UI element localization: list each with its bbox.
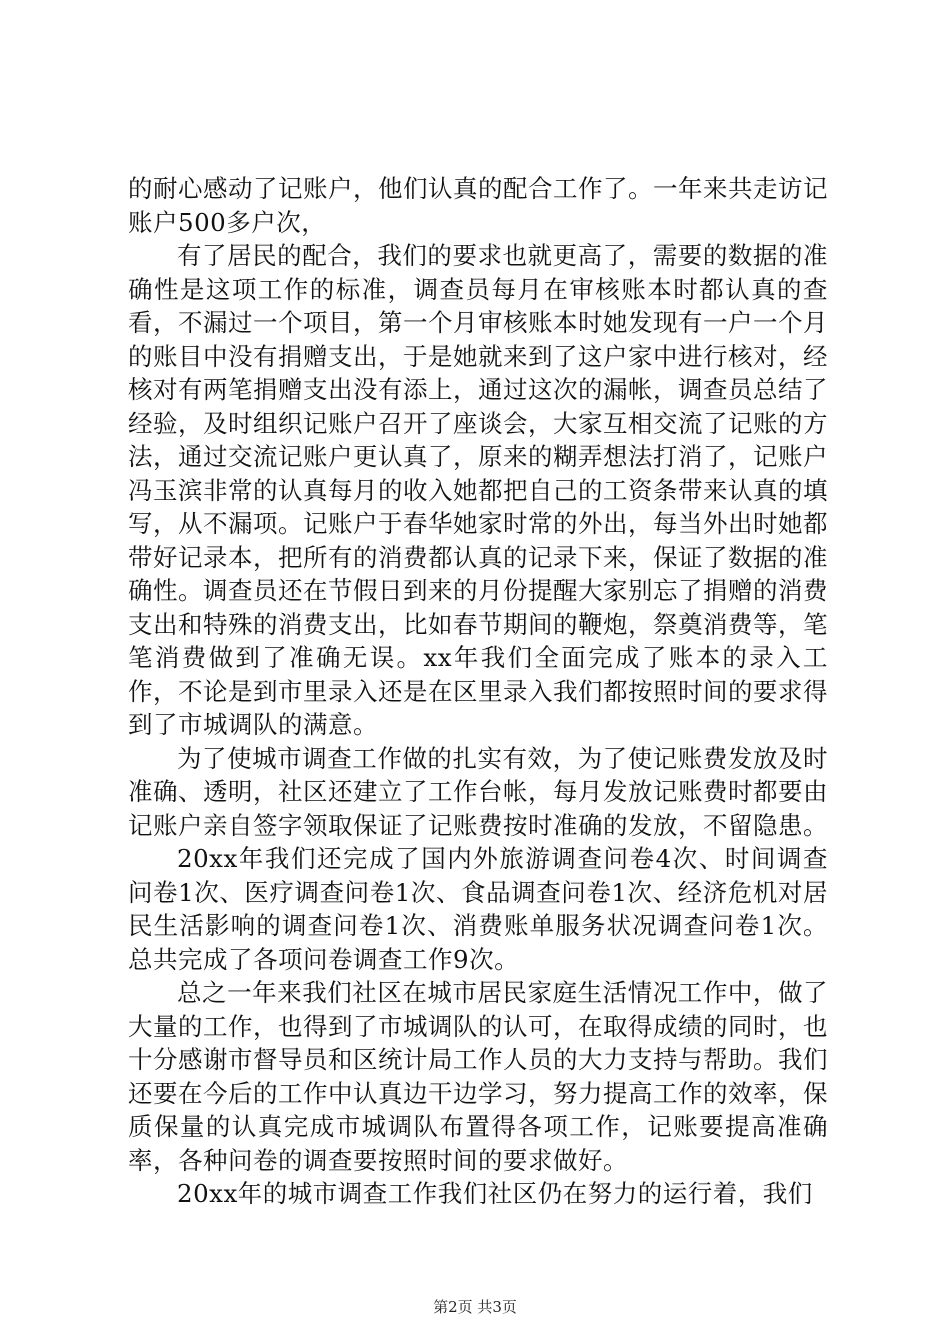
paragraph-4: 20xx年我们还完成了国内外旅游调查问卷4次、时间调查问卷1次、医疗调查问卷1次、食品调查问卷1次、经济危机对居民生活影响的调查问卷1次、消费账单服务状况调查问卷1次。总共完成了各项问卷调查工作9次。 bbox=[128, 844, 828, 974]
paragraph-3: 为了使城市调查工作做的扎实有效，为了使记账费发放及时准确、透明，社区还建立了工作台帐，每月发放记账费时都要由记账户亲自签字领取保证了记账费按时准确的发放，不留隐患。 bbox=[128, 743, 828, 840]
paragraph-2: 有了居民的配合，我们的要求也就更高了，需要的数据的准确性是这项工作的标准，调查员每月在审核账本时都认真的查看，不漏过一个项目，第一个月审核账本时她发现有一户一个月的账目中没有捐赠支出，于是她就来到了这户家中进行核对，经核对有两笔捐赠支出没有添上，通过这次的漏帐，调查员总结了经验，及时组织记账户召开了座谈会，大家互相交流了记账的方法，通过交流记账户更认真了，原来的糊弄想法打消了，记账户冯玉滨非常的认真每月的收入她都把自己的工资条带来认真的填写，从不漏项。记账户于春华她家时常的外出，每当外出时她都带好记录本，把所有的消费都认真的记录下来，保证了数据的准确性。调查员还在节假日到来的月份提醒大家别忘了捐赠的消费支出和特殊的消费支出，比如春节期间的鞭炮，祭奠消费等，笔笔消费做到了准确无误。xx年我们全面完成了账本的录入工作，不论是到市里录入还是在区里录入我们都按照时间的要求得到了市城调队的满意。 bbox=[128, 241, 828, 739]
paragraph-5: 总之一年来我们社区在城市居民家庭生活情况工作中，做了大量的工作，也得到了市城调队的认可，在取得成绩的同时，也十分感谢市督导员和区统计局工作人员的大力支持与帮助。我们还要在今后的工作中认真边干边学习，努力提高工作的效率，保质保量的认真完成市城调队布置得各项工作，记账要提高准确率，各种问卷的调查要按照时间的要求做好。 bbox=[128, 978, 828, 1175]
document-body bbox=[128, 172, 828, 1211]
paragraph-6: 20xx年的城市调查工作我们社区仍在努力的运行着，我们 bbox=[177, 1179, 813, 1208]
page-number-footer: 第2页 共3页 bbox=[433, 1298, 517, 1316]
paragraph-1: 的耐心感动了记账户，他们认真的配合工作了。一年来共走访记账户500多户次， bbox=[128, 174, 828, 237]
